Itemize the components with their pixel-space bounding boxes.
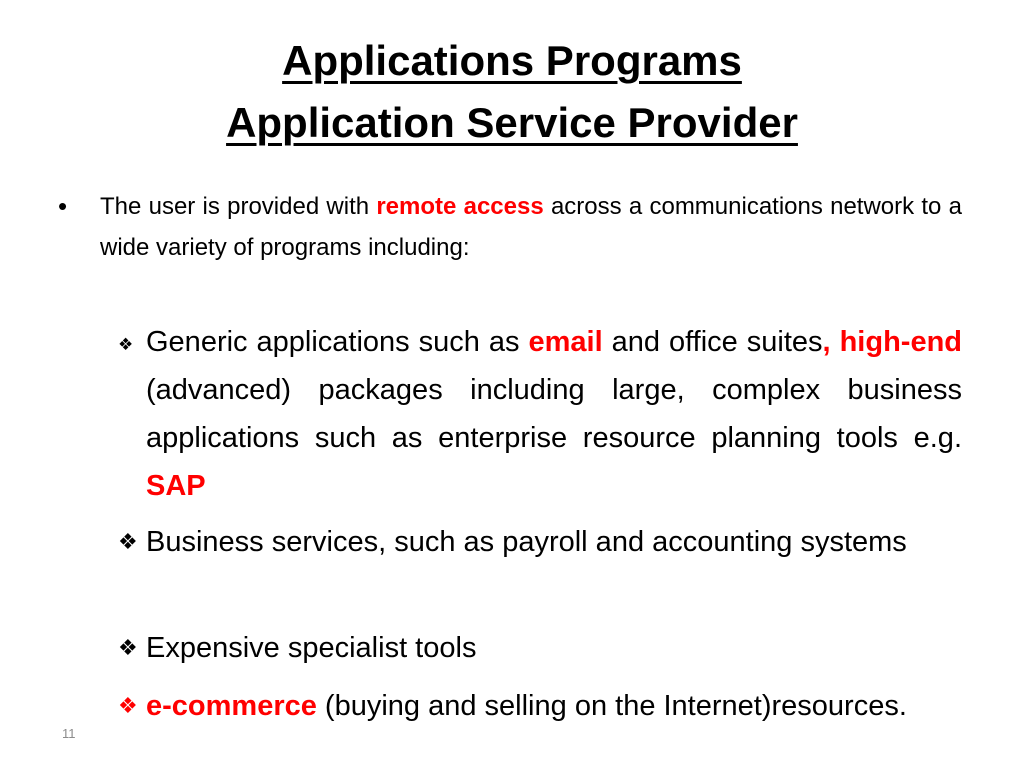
diamond-bullet-icon: ❖ bbox=[118, 635, 138, 660]
main-bullet-text bbox=[100, 186, 962, 268]
sub-bullet-business-services: Business services, such as payroll and accounting systems bbox=[146, 526, 907, 558]
sap-highlight: SAP bbox=[146, 470, 206, 502]
main-text-after: across a communications network to a wide variety of programs including: bbox=[100, 193, 963, 261]
title-line-1: Applications Programs bbox=[282, 37, 742, 84]
sub-bullet-specialist-tools: Expensive specialist tools bbox=[146, 632, 477, 664]
sub-text: and office suites bbox=[602, 326, 823, 358]
high-end-highlight: , high-end bbox=[822, 326, 962, 358]
sub-bullet-e-commerce bbox=[146, 682, 962, 730]
main-bullet-icon: • bbox=[58, 191, 68, 221]
sub-text: (advanced) packages including large, complex business applications such as enterprise resource planning tools e.g. bbox=[146, 374, 962, 454]
sub-bullet-generic-applications bbox=[146, 318, 962, 510]
remote-access-highlight: remote access bbox=[376, 193, 544, 220]
e-commerce-highlight: e-commerce bbox=[146, 690, 317, 722]
slide-number: 11 bbox=[62, 726, 76, 741]
diamond-bullet-icon: ❖ bbox=[118, 529, 138, 554]
slide-title bbox=[0, 30, 1024, 154]
main-text-before: The user is provided with bbox=[100, 193, 377, 220]
sub-text: (buying and selling on the Internet)resources. bbox=[316, 690, 907, 722]
title-line-2: Application Service Provider bbox=[226, 99, 798, 146]
email-highlight: email bbox=[528, 326, 603, 358]
diamond-bullet-icon: ❖ bbox=[118, 335, 134, 354]
sub-text: Generic applications such as bbox=[146, 326, 529, 358]
diamond-bullet-icon: ❖ bbox=[118, 693, 138, 718]
